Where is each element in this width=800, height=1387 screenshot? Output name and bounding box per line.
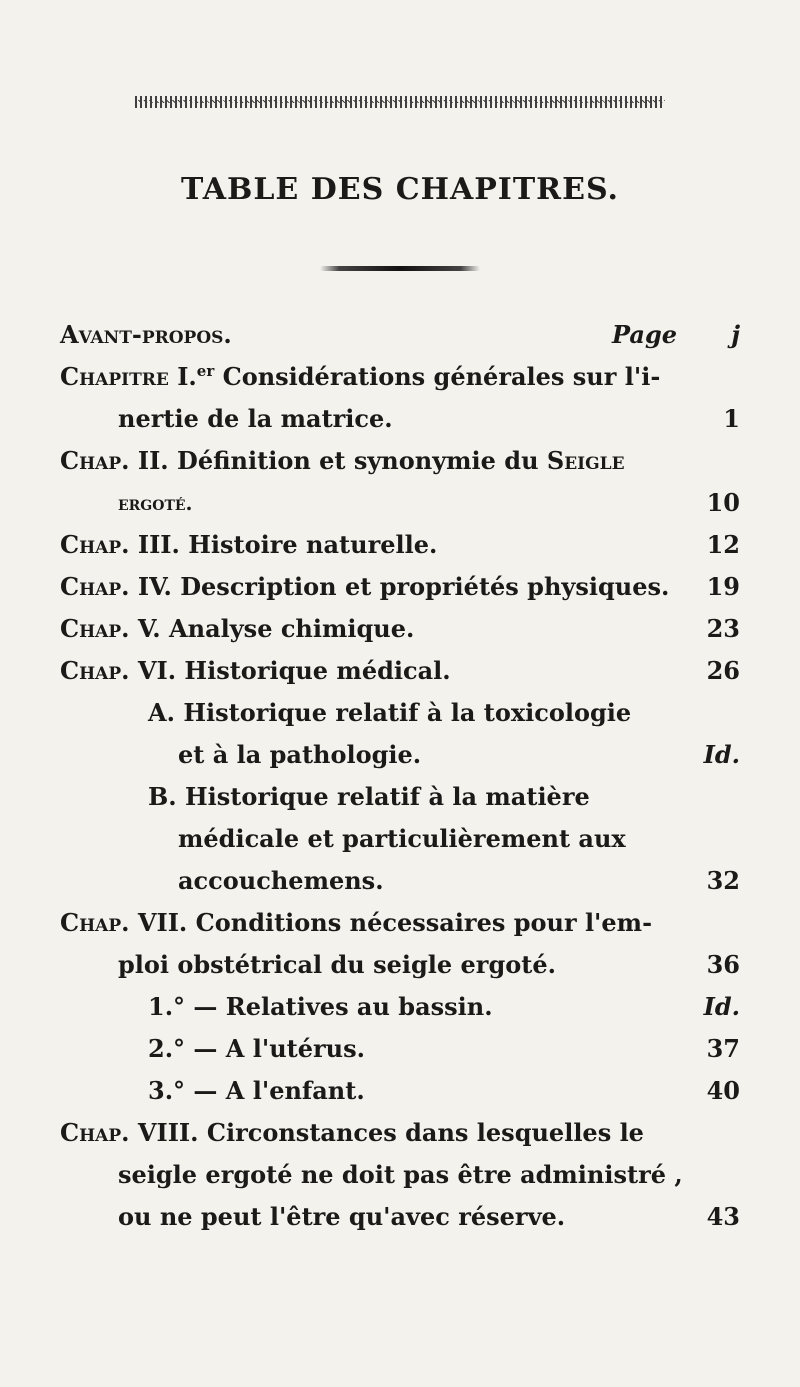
page-number: j xyxy=(731,320,740,349)
chapter-title: VI. Historique médical. xyxy=(129,656,451,685)
toc-subentry-7-2: 2.° — A l'utérus. xyxy=(148,1034,365,1063)
toc-subentry-7-3: 3.° — A l'enfant. xyxy=(148,1076,365,1105)
toc-entry-continued: ergoté. xyxy=(118,491,193,515)
chapter-title: VII. Conditions nécessaires pour l'em- xyxy=(129,908,653,937)
toc-entry-continued: et à la pathologie. xyxy=(178,740,422,769)
chapter-prefix: Chap. xyxy=(60,530,130,559)
toc-entry-continued: nertie de la matrice. xyxy=(118,404,393,433)
toc-subentry-7-1: 1.° — Relatives au bassin. xyxy=(148,992,493,1021)
chapter-title-smallcaps: Seigle xyxy=(546,446,625,475)
chapter-number-sup: er xyxy=(196,362,215,380)
toc-entry-avant-propos: Avant-propos. xyxy=(60,320,232,349)
chapter-title: VIII. Circonstances dans lesquelles le xyxy=(129,1118,644,1147)
toc-entry-continued: ploi obstétrical du seigle ergoté. xyxy=(118,950,556,979)
chapter-prefix: Chap. xyxy=(60,908,130,937)
toc-entry-chapter-1 xyxy=(60,362,660,392)
page-number: 36 xyxy=(706,950,740,979)
toc-entry-chapter-5 xyxy=(60,614,414,644)
chapter-prefix: Chap. xyxy=(60,572,130,601)
page-number: 10 xyxy=(706,488,740,517)
chapter-prefix: Chapitre xyxy=(60,362,169,391)
page-number: 43 xyxy=(706,1202,740,1231)
toc-entry-continued: médicale et particulièrement aux xyxy=(178,824,626,853)
chapter-prefix: Chap. xyxy=(60,1118,130,1147)
page-number: 40 xyxy=(706,1076,740,1105)
toc-subentry-6b: B. Historique relatif à la matière xyxy=(148,782,590,811)
chapter-prefix: Chap. xyxy=(60,614,130,643)
chapter-prefix: Chap. xyxy=(60,656,130,685)
page-number: 23 xyxy=(706,614,740,643)
page-number: 26 xyxy=(706,656,740,685)
chapter-title: V. Analyse chimique. xyxy=(129,614,415,643)
page-number: Id. xyxy=(703,740,740,769)
page-title: TABLE DES CHAPITRES. xyxy=(181,172,619,207)
toc-entry-continued: accouchemens. xyxy=(178,866,384,895)
toc-entry-chapter-2 xyxy=(60,446,625,476)
toc-entry-continued: seigle ergoté ne doit pas être administré , xyxy=(118,1160,683,1189)
page-number: 12 xyxy=(706,530,740,559)
toc-subentry-6a: A. Historique relatif à la toxicologie xyxy=(148,698,632,727)
page-number: 37 xyxy=(706,1034,740,1063)
page-number: 1 xyxy=(723,404,740,433)
toc-entry-continued: ou ne peut l'être qu'avec réserve. xyxy=(118,1202,566,1231)
toc-entry-chapter-4 xyxy=(60,572,669,602)
page-number: 19 xyxy=(706,572,740,601)
chapter-title: II. Définition et synonymie du xyxy=(129,446,547,475)
toc-entry-chapter-6 xyxy=(60,656,451,686)
chapter-number: I. xyxy=(177,362,197,391)
page-label: Page xyxy=(612,320,678,349)
toc-entry-chapter-7 xyxy=(60,908,652,938)
page-number: 32 xyxy=(706,866,740,895)
chapter-prefix: Chap. xyxy=(60,446,130,475)
chapter-title: IV. Description et propriétés physiques. xyxy=(129,572,670,601)
toc-entry-chapter-3 xyxy=(60,530,437,560)
chapter-title: III. Histoire naturelle. xyxy=(129,530,438,559)
chapter-title: Considérations générales sur l'i- xyxy=(214,362,661,391)
toc-entry-chapter-8 xyxy=(60,1118,644,1148)
page-number: Id. xyxy=(703,992,740,1021)
